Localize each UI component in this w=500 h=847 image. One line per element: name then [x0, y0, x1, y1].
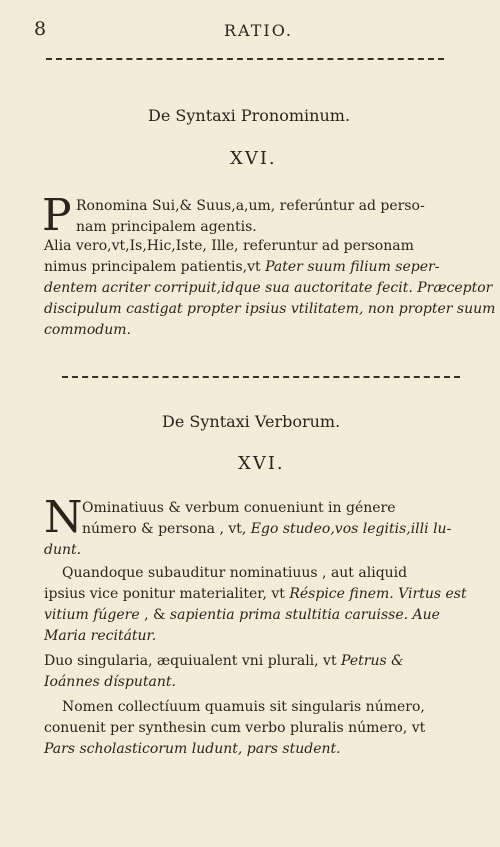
text-line	[44, 584, 480, 605]
dropcap-p: P	[42, 190, 72, 241]
text-line: nam principalem agentis.	[76, 219, 257, 235]
text-line: Quandoque subauditur nominatiuus , aut aliquid	[62, 565, 408, 581]
section-divider-rule	[62, 376, 460, 378]
text-line	[44, 651, 480, 672]
text-line: Pars scholasticorum ludunt, pars student.	[44, 741, 341, 757]
example-span: Pater suum filium seper-	[265, 259, 440, 275]
text-span: nimus principalem patientis,vt	[44, 259, 266, 275]
section-heading-pronouns: De Syntaxi Pronominum.	[148, 106, 351, 125]
verbs-paragraph-4	[44, 697, 480, 760]
text-line: dunt.	[44, 542, 82, 558]
example-span: Réspice finem. Virtus est	[289, 586, 467, 602]
header-rule	[46, 58, 444, 60]
text-span: , &	[139, 607, 170, 623]
page-number: 8	[34, 18, 47, 40]
text-line: commodum.	[44, 322, 131, 338]
text-line: Nomen collectíuum quamuis sit singularis número,	[62, 699, 425, 715]
text-span: ipsius vice ponitur materialiter, vt	[44, 586, 290, 602]
text-line: Ronomina Sui,& Suus,a,um, referúntur ad perso-	[76, 198, 425, 214]
text-line	[44, 257, 464, 278]
text-line: discipulum castigat propter ipsius vtilitatem, non propter suum	[44, 301, 496, 317]
text-line	[82, 519, 480, 540]
text-line	[44, 718, 480, 739]
dropcap-n: N	[44, 492, 83, 543]
example-span: Præceptor	[412, 280, 493, 296]
example-span: Ego studeo,vos legitis,illi lu-	[250, 521, 452, 537]
example-span: dentem acriter corripuit,idque sua	[44, 280, 295, 296]
example-span: vitium fúgere	[44, 607, 140, 623]
section-heading-verbs: De Syntaxi Verborum.	[162, 412, 341, 431]
example-span: auctoritate fecit.	[294, 280, 413, 296]
pronouns-paragraph-1	[76, 196, 425, 238]
text-line: Ioánnes dísputant.	[44, 674, 176, 690]
verbs-paragraph-1-top	[82, 498, 480, 540]
section-numeral-verbs: XVI.	[238, 453, 285, 474]
example-span: sapientia prima stultitia caruisse. Aue	[169, 607, 440, 623]
text-span: número & persona , vt,	[82, 521, 251, 537]
verbs-paragraph-2	[44, 563, 480, 647]
text-line: Ominatiuus & verbum conueniunt in génere	[82, 500, 396, 516]
verbs-paragraph-3	[44, 651, 480, 693]
section-numeral-pronouns: XVI.	[230, 148, 277, 169]
text-span: Duo singularia, æquiualent vni plurali, vt	[44, 653, 342, 669]
text-line	[44, 605, 480, 626]
pronouns-paragraph-2	[44, 236, 496, 341]
text-line	[44, 278, 493, 299]
text-line: Maria recitátur.	[44, 628, 157, 644]
example-span: Petrus &	[341, 653, 404, 669]
text-span: conuenit per synthesin cum verbo pluralis número, vt	[44, 720, 426, 736]
running-title: RATIO.	[224, 21, 293, 40]
verbs-paragraph-1-end	[44, 540, 480, 561]
text-line: Alia vero,vt,Is,Hic,Iste, Ille, referuntur ad personam	[44, 238, 414, 254]
